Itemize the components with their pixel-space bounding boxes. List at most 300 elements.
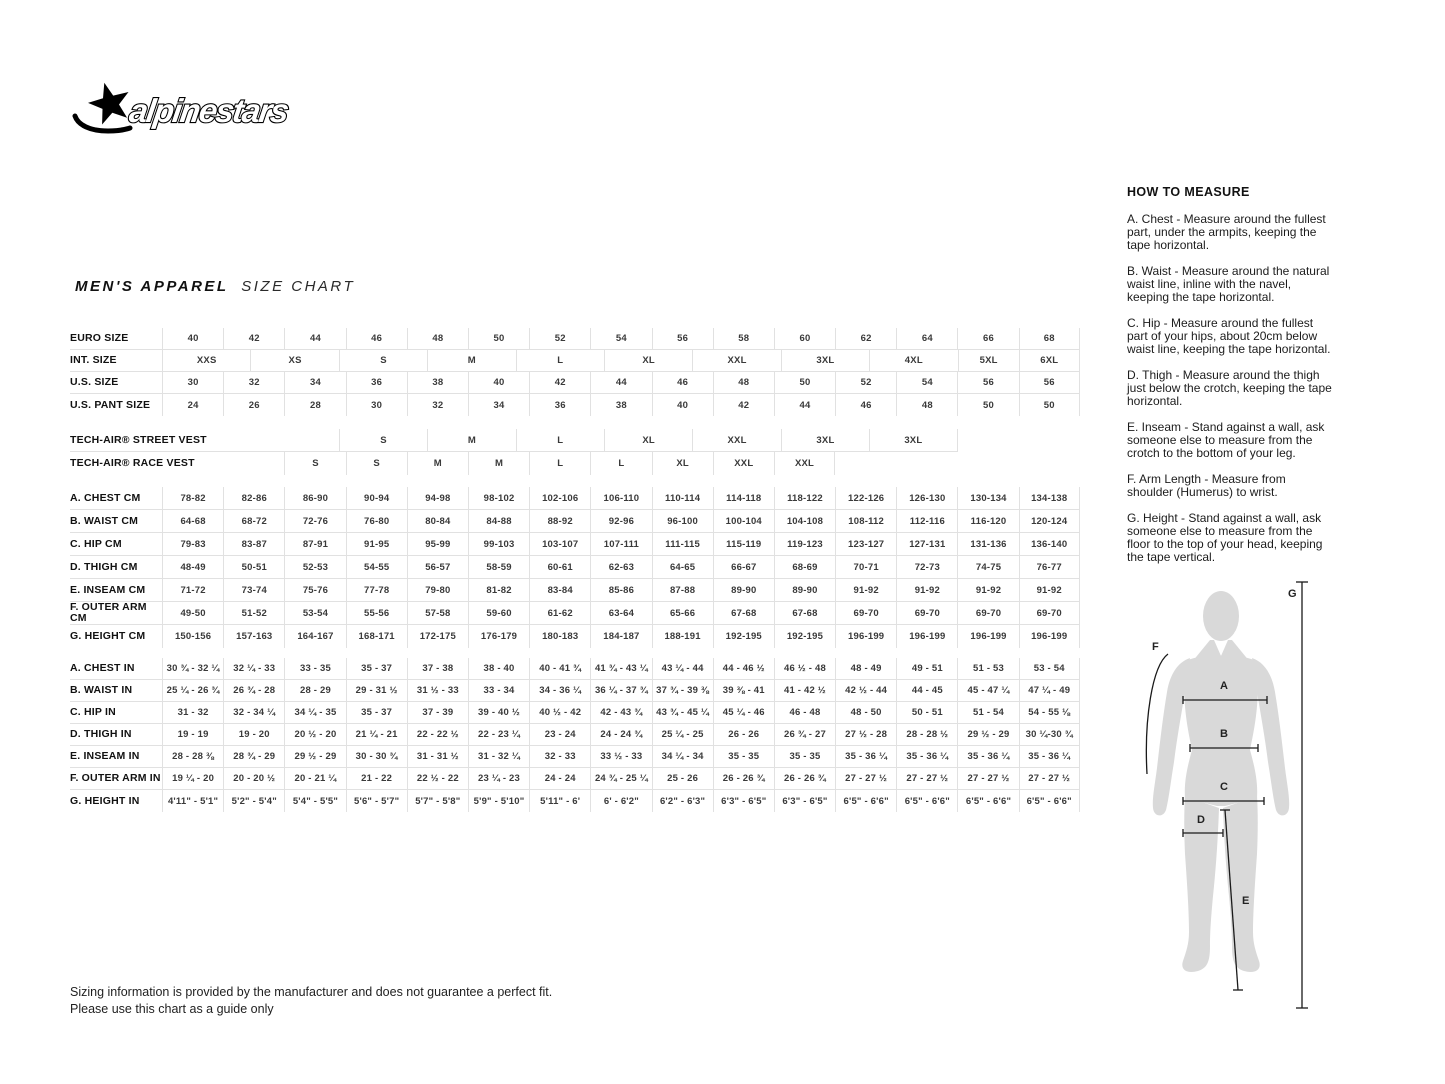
label-hip: C [1220, 781, 1228, 793]
row-label: G. HEIGHT IN [70, 794, 140, 807]
table-cell: 188-191 [652, 625, 713, 648]
table-cell: 122-126 [835, 487, 896, 509]
table-cell: M [427, 429, 515, 451]
table-cell: 184-187 [590, 625, 651, 648]
table-row [70, 602, 1080, 625]
table-cell: 86-90 [284, 487, 345, 509]
table-cell: 71-72 [162, 579, 223, 601]
table-cell: 96-100 [652, 510, 713, 532]
table-cell: 95-99 [407, 533, 468, 555]
table-cell: 56 [1019, 372, 1080, 393]
table-cell: 37 - 38 [407, 658, 468, 679]
table-cell: 72-76 [284, 510, 345, 532]
table-cell: 80-84 [407, 510, 468, 532]
table-cell: 46 [346, 328, 407, 349]
table-cell: 111-115 [652, 533, 713, 555]
table-cell: 46 ½ - 48 [774, 658, 835, 679]
alpinestars-star-icon [88, 83, 129, 125]
table-cell: 157-163 [223, 625, 284, 648]
table-cell: 67-68 [713, 602, 774, 624]
label-waist: B [1220, 728, 1228, 740]
table-cell: 6'5" - 6'6" [957, 790, 1018, 812]
table-cell: 52 [835, 372, 896, 393]
table-cell: 24 - 24 [529, 768, 590, 789]
table-cell: 55-56 [346, 602, 407, 624]
table-cell: 127-131 [896, 533, 957, 555]
table-cell: 37 ¾ - 39 ⅜ [652, 680, 713, 701]
table-cell: 5'7" - 5'8" [407, 790, 468, 812]
table-cell: 116-120 [957, 510, 1018, 532]
table-cell: 41 - 42 ½ [774, 680, 835, 701]
table-cell: 63-64 [590, 602, 651, 624]
table-cell: 4XL [869, 350, 957, 371]
table-cell: 33 - 35 [284, 658, 345, 679]
how-to-measure-item: E. Inseam - Stand against a wall, ask someone else to measure from the crotch to the bottom of your leg. [1127, 420, 1325, 460]
table-row [70, 510, 1080, 533]
table-cell: 26 [223, 394, 284, 416]
table-cell: M [407, 452, 468, 475]
table-cell: 22 ½ - 22 [407, 768, 468, 789]
row-label: B. WAIST IN [70, 684, 133, 696]
table-cell: 32 ¼ - 33 [223, 658, 284, 679]
table-cell: 89-90 [774, 579, 835, 601]
table-cell: 42 [713, 394, 774, 416]
table-cell: 82-86 [223, 487, 284, 509]
table-cell: 43 ¼ - 44 [652, 658, 713, 679]
table-cell: 22 - 22 ½ [407, 724, 468, 745]
table-cell: 40 [162, 328, 223, 349]
table-row [70, 790, 1080, 812]
table-cell: XXL [713, 452, 774, 475]
table-cell: XXL [692, 429, 780, 451]
table-cell: 60 [774, 328, 835, 349]
table-cell: 25 ¼ - 26 ¾ [162, 680, 223, 701]
alpinestars-logo [70, 80, 330, 138]
table-cell: 5'6" - 5'7" [346, 790, 407, 812]
table-cell: 35 - 36 ¼ [896, 746, 957, 767]
table-cell: 40 [652, 394, 713, 416]
row-label: E. INSEAM CM [70, 583, 146, 596]
row-label: INT. SIZE [70, 354, 117, 366]
table-cell: 35 - 37 [346, 658, 407, 679]
table-cell: 42 [223, 328, 284, 349]
row-label: TECH-AIR® RACE VEST [70, 457, 195, 469]
table-cell: 29 ½ - 29 [284, 746, 345, 767]
table-row [70, 350, 1080, 372]
table-cell: 41 ¾ - 43 ¼ [590, 658, 651, 679]
table-row [70, 579, 1080, 602]
table-cell: 44 - 46 ½ [713, 658, 774, 679]
table-cell: 40 [468, 372, 529, 393]
table-cell: 176-179 [468, 625, 529, 648]
table-cell: 36 ¼ - 37 ¾ [590, 680, 651, 701]
table-cell: S [346, 452, 407, 475]
table-cell: 34 ¼ - 35 [284, 702, 345, 723]
table-cell: 50 - 51 [896, 702, 957, 723]
table-cell: 40 ½ - 42 [529, 702, 590, 723]
table-cell: 26 - 26 ¾ [713, 768, 774, 789]
height-measure-line [1296, 582, 1308, 1008]
table-cell: 79-80 [407, 579, 468, 601]
table-cell: 49-50 [162, 602, 223, 624]
table-cell: 62 [835, 328, 896, 349]
table-cell: 3XL [869, 429, 957, 451]
page-title-sub: SIZE CHART [241, 278, 356, 295]
table-cell: 48-49 [162, 556, 223, 578]
measurements-cm-table [70, 487, 1080, 648]
table-cell: XL [604, 350, 692, 371]
table-cell: 33 ½ - 33 [590, 746, 651, 767]
table-cell: 44 [284, 328, 345, 349]
table-cell: 54 [896, 372, 957, 393]
table-cell: 76-80 [346, 510, 407, 532]
table-cell: 69-70 [957, 602, 1018, 624]
how-to-measure-item: G. Height - Stand against a wall, ask someone else to measure from the floor to the top of your head, keeping the tape vertical. [1127, 511, 1323, 564]
row-label: C. HIP CM [70, 537, 122, 550]
body-measurement-diagram [1130, 570, 1445, 1030]
table-cell: 48 - 50 [835, 702, 896, 723]
how-to-measure-item: D. Thigh - Measure around the thigh just below the crotch, keeping the tape horizontal. [1127, 368, 1332, 408]
table-row [70, 487, 1080, 510]
table-cell: 35 - 35 [713, 746, 774, 767]
table-cell: 54 [590, 328, 651, 349]
table-cell: 48 - 49 [835, 658, 896, 679]
table-row [70, 394, 1080, 416]
table-cell: 65-66 [652, 602, 713, 624]
table-cell: 30 [162, 372, 223, 393]
table-cell: 35 - 36 ¼ [957, 746, 1018, 767]
table-cell: 19 ¼ - 20 [162, 768, 223, 789]
table-row [70, 452, 958, 475]
table-cell: 31 ½ - 33 [407, 680, 468, 701]
table-cell: 39 - 40 ½ [468, 702, 529, 723]
table-cell: 192-195 [774, 625, 835, 648]
table-cell: 6' - 6'2" [590, 790, 651, 812]
table-cell: 34 [284, 372, 345, 393]
table-cell: 28 ¾ - 29 [223, 746, 284, 767]
table-cell: M [468, 452, 529, 475]
size-header-table [70, 328, 1080, 416]
table-cell: 56-57 [407, 556, 468, 578]
table-cell: 58 [713, 328, 774, 349]
table-cell: 75-76 [284, 579, 345, 601]
row-label: G. HEIGHT CM [70, 630, 146, 642]
table-cell: 118-122 [774, 487, 835, 509]
table-cell: 85-86 [590, 579, 651, 601]
table-cell: 68-69 [774, 556, 835, 578]
table-cell: 42 - 43 ¾ [590, 702, 651, 723]
table-cell: 66-67 [713, 556, 774, 578]
table-cell: XS [250, 350, 338, 371]
table-cell: 29 - 31 ½ [346, 680, 407, 701]
table-cell: 91-92 [957, 579, 1018, 601]
row-label: EURO SIZE [70, 332, 129, 344]
table-cell: 106-110 [590, 487, 651, 509]
table-cell: 36 [346, 372, 407, 393]
table-cell: 46 - 48 [774, 702, 835, 723]
table-cell: 36 [529, 394, 590, 416]
table-cell: 58-59 [468, 556, 529, 578]
table-cell: 39 ⅜ - 41 [713, 680, 774, 701]
table-cell: 134-138 [1019, 487, 1080, 509]
table-cell: 32 [223, 372, 284, 393]
how-to-measure-item: A. Chest - Measure around the fullest part, under the armpits, keeping the tape horizontal. [1127, 212, 1326, 252]
table-cell: 112-116 [896, 510, 957, 532]
table-cell: 44 [590, 372, 651, 393]
table-cell: 59-60 [468, 602, 529, 624]
table-row [70, 556, 1080, 579]
table-cell: 30 ¼-30 ¾ [1019, 724, 1080, 745]
table-cell: 5'9" - 5'10" [468, 790, 529, 812]
cell-spacer [162, 429, 339, 451]
table-cell: 43 ¾ - 45 ¼ [652, 702, 713, 723]
table-cell: 6XL [1019, 350, 1080, 371]
label-arm: F [1152, 641, 1159, 653]
table-cell: 6'2" - 6'3" [652, 790, 713, 812]
table-cell: 110-114 [652, 487, 713, 509]
table-cell: 6'5" - 6'6" [896, 790, 957, 812]
tech-air-vest-table [70, 429, 958, 475]
table-cell: 72-73 [896, 556, 957, 578]
table-cell: 35 - 36 ¼ [835, 746, 896, 767]
table-cell: 53 - 54 [1019, 658, 1080, 679]
table-cell: 91-92 [1019, 579, 1080, 601]
table-cell: 168-171 [346, 625, 407, 648]
table-cell: 5'2" - 5'4" [223, 790, 284, 812]
table-cell: 107-111 [590, 533, 651, 555]
table-cell: 108-112 [835, 510, 896, 532]
table-cell: 51 - 54 [957, 702, 1018, 723]
table-cell: 24 [162, 394, 223, 416]
table-cell: 131-136 [957, 533, 1018, 555]
table-cell: 87-88 [652, 579, 713, 601]
table-cell: 103-107 [529, 533, 590, 555]
table-cell: 69-70 [896, 602, 957, 624]
table-cell: 44 - 45 [896, 680, 957, 701]
table-cell: 46 [652, 372, 713, 393]
table-cell: 34 [468, 394, 529, 416]
table-cell: 114-118 [713, 487, 774, 509]
table-cell: 24 - 24 ¾ [590, 724, 651, 745]
table-cell: 78-82 [162, 487, 223, 509]
table-cell: 79-83 [162, 533, 223, 555]
table-cell: 46 [835, 394, 896, 416]
table-cell: 5'11" - 6' [529, 790, 590, 812]
table-cell: 100-104 [713, 510, 774, 532]
table-cell: 3XL [781, 429, 869, 451]
table-cell: 28 - 28 ½ [896, 724, 957, 745]
table-cell: 92-96 [590, 510, 651, 532]
table-cell: 19 - 20 [223, 724, 284, 745]
table-cell: L [516, 350, 604, 371]
table-cell: 66 [957, 328, 1018, 349]
table-cell: 30 ¾ - 32 ¼ [162, 658, 223, 679]
table-cell: 48 [896, 394, 957, 416]
table-cell: 123-127 [835, 533, 896, 555]
table-cell: 56 [652, 328, 713, 349]
table-cell: 26 ¾ - 27 [774, 724, 835, 745]
table-cell: 83-87 [223, 533, 284, 555]
how-to-measure-item: F. Arm Length - Measure from shoulder (Humerus) to wrist. [1127, 472, 1286, 499]
table-cell: 180-183 [529, 625, 590, 648]
table-cell: 91-92 [896, 579, 957, 601]
table-cell: S [284, 452, 345, 475]
table-cell: 76-77 [1019, 556, 1080, 578]
table-cell: 102-106 [529, 487, 590, 509]
table-cell: 50 [1019, 394, 1080, 416]
table-cell: 32 - 34 ¼ [223, 702, 284, 723]
how-to-measure-item: C. Hip - Measure around the fullest part of your hips, about 20cm below waist line, keeping the tape horizontal. [1127, 316, 1331, 356]
table-cell: 31 - 31 ½ [407, 746, 468, 767]
table-cell: 54 - 55 ⅛ [1019, 702, 1080, 723]
table-cell: 45 ¼ - 46 [713, 702, 774, 723]
table-cell: 42 [529, 372, 590, 393]
table-cell: 20 - 21 ¼ [284, 768, 345, 789]
table-cell: 89-90 [713, 579, 774, 601]
row-label: A. CHEST CM [70, 491, 141, 504]
table-cell: 51 - 53 [957, 658, 1018, 679]
table-cell: 196-199 [835, 625, 896, 648]
table-cell: 47 ¼ - 49 [1019, 680, 1080, 701]
table-cell: 40 - 41 ¾ [529, 658, 590, 679]
table-cell: S [339, 429, 427, 451]
table-cell: 4'11" - 5'1" [162, 790, 223, 812]
table-cell: 98-102 [468, 487, 529, 509]
disclaimer-line-2: Please use this chart as a guide only [70, 1002, 274, 1016]
table-cell: 25 ¼ - 25 [652, 724, 713, 745]
table-cell: 32 - 33 [529, 746, 590, 767]
table-cell: 90-94 [346, 487, 407, 509]
table-cell: 50 [774, 372, 835, 393]
table-cell: XXL [692, 350, 780, 371]
table-cell: 64 [896, 328, 957, 349]
table-cell: 87-91 [284, 533, 345, 555]
table-cell: 5'4" - 5'5" [284, 790, 345, 812]
table-cell: 23 ¼ - 23 [468, 768, 529, 789]
table-row [70, 372, 1080, 394]
table-cell: 83-84 [529, 579, 590, 601]
table-cell: 60-61 [529, 556, 590, 578]
row-label: F. OUTER ARM CM [70, 601, 147, 624]
row-label: D. THIGH CM [70, 560, 138, 573]
table-cell: 196-199 [1019, 625, 1080, 648]
label-thigh: D [1197, 814, 1205, 826]
table-row [70, 533, 1080, 556]
table-cell: 48 [713, 372, 774, 393]
table-cell: 126-130 [896, 487, 957, 509]
row-label: B. WAIST CM [70, 514, 139, 527]
table-cell: 115-119 [713, 533, 774, 555]
page-title-main: MEN'S APPAREL [75, 278, 229, 295]
table-cell: XL [604, 429, 692, 451]
table-cell: 64-65 [652, 556, 713, 578]
row-label: TECH-AIR® STREET VEST [70, 433, 207, 446]
disclaimer [70, 984, 552, 1018]
table-cell: 99-103 [468, 533, 529, 555]
table-cell: 35 - 35 [774, 746, 835, 767]
table-cell: 120-124 [1019, 510, 1080, 532]
table-cell: 150-156 [162, 625, 223, 648]
table-cell: 32 [407, 394, 468, 416]
table-cell: 52-53 [284, 556, 345, 578]
table-row [70, 625, 1080, 648]
page-title [75, 278, 355, 295]
body-silhouette-graphic [1130, 570, 1445, 1030]
row-label: U.S. SIZE [70, 376, 119, 388]
table-cell: 52 [529, 328, 590, 349]
table-row [70, 768, 1080, 790]
table-cell: 50 [957, 394, 1018, 416]
table-cell: 34 - 36 ¼ [529, 680, 590, 701]
table-cell: 48 [407, 328, 468, 349]
table-cell: 27 - 27 ½ [957, 768, 1018, 789]
table-cell: 196-199 [957, 625, 1018, 648]
disclaimer-line-1: Sizing information is provided by the manufacturer and does not guarantee a perfect fit. [70, 985, 553, 999]
table-cell: XXL [774, 452, 835, 475]
table-cell: 49 - 51 [896, 658, 957, 679]
table-cell: 23 - 24 [529, 724, 590, 745]
table-cell: 74-75 [957, 556, 1018, 578]
label-height: G [1288, 588, 1297, 600]
table-cell: 31 - 32 [162, 702, 223, 723]
table-cell: 91-95 [346, 533, 407, 555]
table-cell: 30 - 30 ¾ [346, 746, 407, 767]
measurements-in-table [70, 658, 1080, 812]
table-cell: 30 [346, 394, 407, 416]
table-cell: 56 [957, 372, 1018, 393]
row-label: E. INSEAM IN [70, 750, 140, 762]
table-row [70, 429, 958, 452]
table-cell: 53-54 [284, 602, 345, 624]
cell-spacer [162, 452, 284, 475]
table-cell: 21 - 22 [346, 768, 407, 789]
table-cell: 25 - 26 [652, 768, 713, 789]
table-cell: 38 [590, 394, 651, 416]
table-cell: 91-92 [835, 579, 896, 601]
table-cell: S [339, 350, 427, 371]
row-label: U.S. PANT SIZE [70, 398, 151, 411]
table-cell: 37 - 39 [407, 702, 468, 723]
table-cell: 6'3" - 6'5" [713, 790, 774, 812]
table-cell: 192-195 [713, 625, 774, 648]
table-cell: 44 [774, 394, 835, 416]
table-cell: 3XL [781, 350, 869, 371]
label-inseam: E [1242, 895, 1250, 907]
table-cell: 130-134 [957, 487, 1018, 509]
table-cell: 77-78 [346, 579, 407, 601]
table-cell: 69-70 [1019, 602, 1080, 624]
table-cell: 6'5" - 6'6" [835, 790, 896, 812]
table-cell: 94-98 [407, 487, 468, 509]
table-cell: 20 - 20 ½ [223, 768, 284, 789]
table-cell: 27 - 27 ½ [1019, 768, 1080, 789]
table-row [70, 724, 1080, 746]
table-cell: M [427, 350, 515, 371]
table-cell: 27 ½ - 28 [835, 724, 896, 745]
table-cell: 81-82 [468, 579, 529, 601]
table-cell: 196-199 [896, 625, 957, 648]
table-cell: 69-70 [835, 602, 896, 624]
alpinestars-logo-graphic [70, 80, 330, 138]
table-cell: 172-175 [407, 625, 468, 648]
table-cell: 88-92 [529, 510, 590, 532]
row-label: F. OUTER ARM IN [70, 772, 161, 784]
table-cell: XL [652, 452, 713, 475]
table-cell: 28 [284, 394, 345, 416]
how-to-measure-heading: HOW TO MEASURE [1127, 185, 1250, 199]
table-cell: 57-58 [407, 602, 468, 624]
table-cell: 5XL [958, 350, 1019, 371]
